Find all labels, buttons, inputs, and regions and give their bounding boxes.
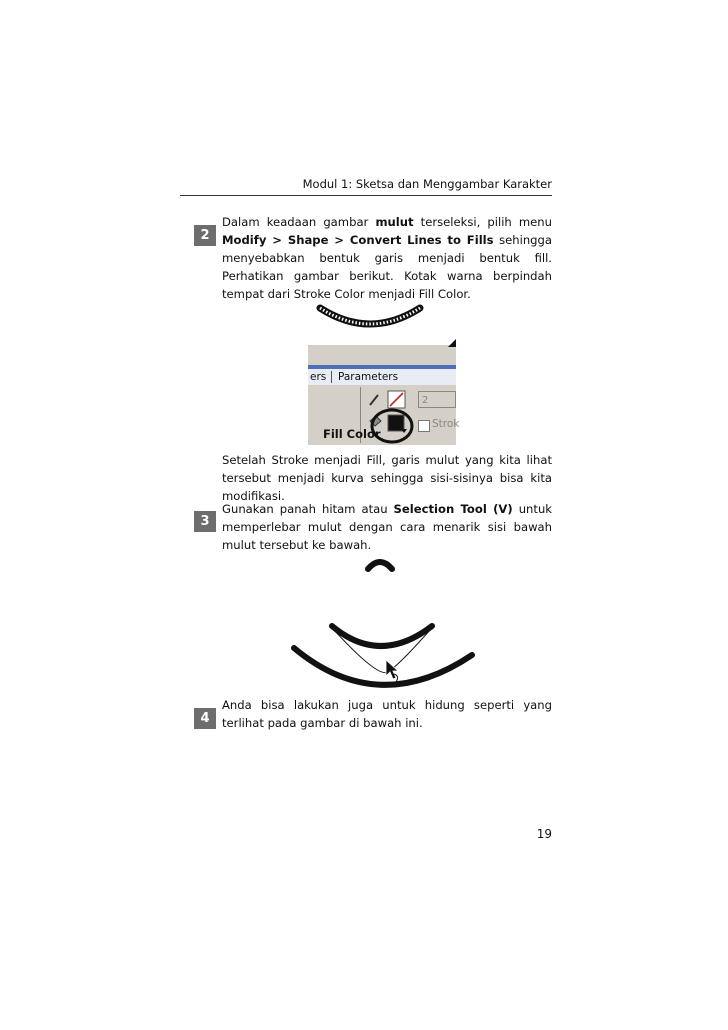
step-number-2: 2 xyxy=(194,225,216,246)
after-figure-paragraph: Setelah Stroke menjadi Fill, garis mulut yang kita lihat tersebut menjadi kurva sehingga sisi-sisinya bisa kita modifikasi. xyxy=(222,453,552,503)
wide-mouth-curve xyxy=(294,648,472,685)
bold-term: Modify > Shape > Convert Lines to Fills xyxy=(222,233,494,247)
mouth-fill-figure xyxy=(312,300,432,334)
tab-separator xyxy=(331,371,332,383)
step-3-text xyxy=(222,500,552,554)
mouth-curve xyxy=(332,626,432,646)
text-run: Gunakan panah hitam atau xyxy=(222,502,394,516)
page-number: 19 xyxy=(536,827,552,841)
bold-term: Selection Tool (V) xyxy=(393,502,513,516)
bold-term: mulut xyxy=(375,215,414,229)
step-4-text xyxy=(222,696,552,732)
panel-top xyxy=(308,345,456,365)
panel-corner-arrow-icon xyxy=(446,337,458,349)
panel-tabs xyxy=(308,369,456,385)
running-header: Modul 1: Sketsa dan Menggambar Karakter xyxy=(302,177,552,191)
step-number-4: 4 xyxy=(194,708,216,729)
text-run: untuk memperlebar mulut dengan cara menarik sisi bawah mulut tersebut ke bawah. xyxy=(222,502,553,552)
mouth-fill-outline xyxy=(320,308,420,324)
tab-parameters[interactable]: Parameters xyxy=(338,371,399,383)
header-rule xyxy=(180,195,552,196)
arrow-cursor-icon xyxy=(386,660,398,682)
stroke-checkbox-label: Strok xyxy=(432,418,460,430)
stroke-width-input[interactable]: 2 xyxy=(418,391,456,408)
step-number-3: 3 xyxy=(194,511,216,532)
text-run: Anda bisa lakukan juga untuk hidung seperti yang terlihat pada gambar di bawah ini. xyxy=(222,698,552,730)
step-2-text xyxy=(222,213,552,303)
stroke-color-swatch[interactable] xyxy=(388,391,405,408)
stretch-mouth-figure xyxy=(290,548,476,693)
tab-properties[interactable]: ers xyxy=(310,371,327,383)
text-run: terseleksi, pilih menu xyxy=(413,215,553,229)
small-mouth-curve xyxy=(368,562,392,569)
text-run: sehingga menyebabkan bentuk garis menjadi bentuk fill. Perhatikan gambar berikut. Kotak warna berpindah tempat dari Stroke Color menjadi Fill Color. xyxy=(222,233,552,301)
fill-color-label: Fill Color xyxy=(323,427,381,441)
text-run: Dalam keadaan gambar xyxy=(222,215,376,229)
stroke-checkbox[interactable] xyxy=(418,420,430,432)
pencil-icon[interactable] xyxy=(370,395,378,405)
